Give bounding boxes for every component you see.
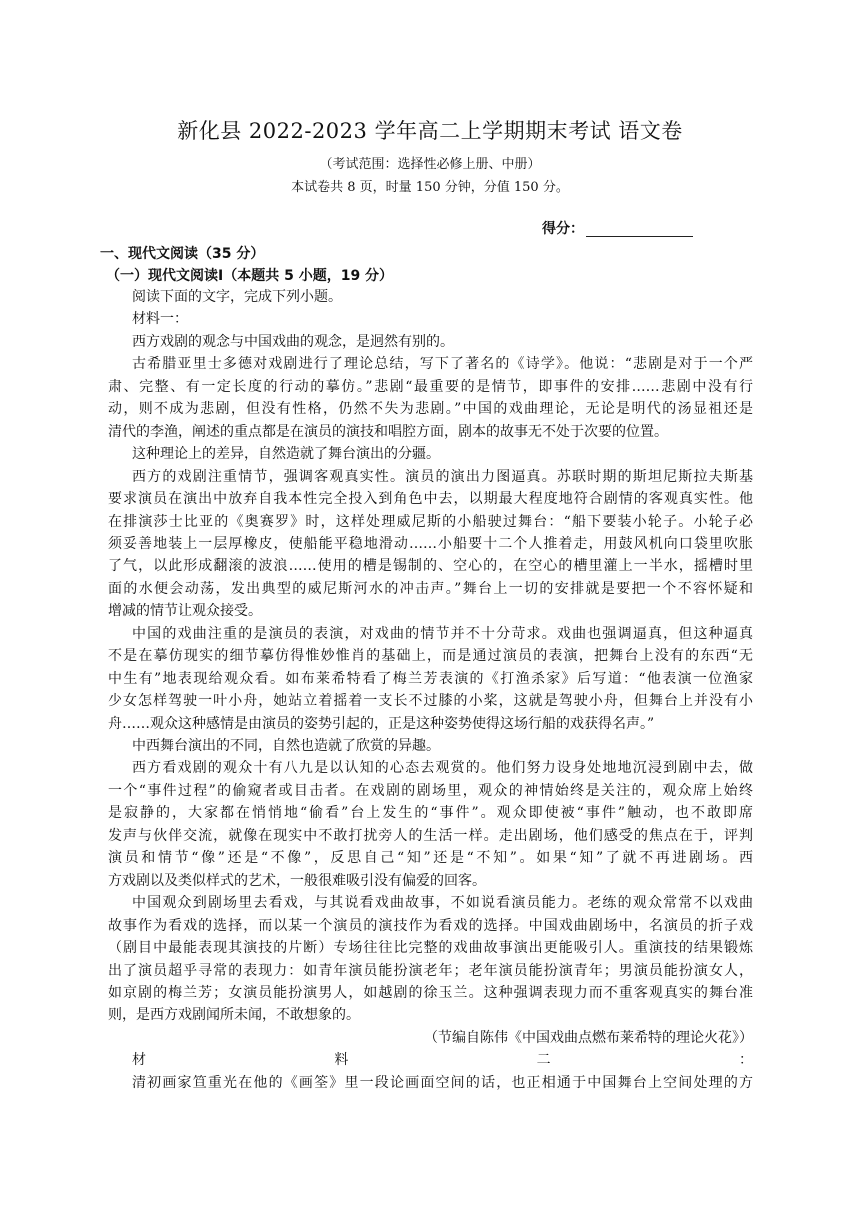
passage-line: 要求演员在演出中放弃自我本性完全投入到角色中去，以期最大程度地符合剧情的客观真实性。他 bbox=[108, 491, 753, 508]
passage-line: （剧目中最能表现其演技的片断）专场往往比完整的戏曲故事演出更能吸引人。重演技的结果锻炼 bbox=[108, 940, 753, 957]
passage-line: 方戏剧以及类似样式的艺术，一般很难吸引没有偏爱的回客。 bbox=[108, 872, 486, 889]
exam-info: 本试卷共 8 页，时量 150 分钟，分值 150 分。 bbox=[291, 180, 569, 195]
passage-line: 清代的李渔，阐述的重点都是在演员的演技和唱腔方面，剧本的故事无不处于次要的位置。 bbox=[108, 423, 668, 440]
passage-line: 在排演莎士比亚的《奥赛罗》时，这样处理威尼斯的小船驶过舞台：“船下要装小轮子。小轮子必 bbox=[108, 513, 753, 530]
passage-line: 肃、完整、有一定长度的行动的摹仿。”悲剧“最重要的是情节，即事件的安排……悲剧中没有行 bbox=[108, 378, 753, 395]
score-blank[interactable] bbox=[586, 236, 693, 237]
passage-line: 是寂静的，大家都在悄悄地“偷看”台上发生的“事件”。观众即使被“事件”触动，也不敢即席 bbox=[108, 805, 753, 822]
passage-line: 故事作为看戏的选择，而以某一个演员的演技作为看戏的选择。中国戏曲剧场中，名演员的折子戏 bbox=[108, 917, 753, 934]
passage-line: 一个“事件过程”的偷窥者或目击者。在戏剧的剧场里，观众的神情始终是关注的，观众席上始终 bbox=[108, 782, 753, 799]
passage-line: 如京剧的梅兰芳；女演员能扮演男人，如越剧的徐玉兰。这种强调表现力而不重客观真实的舞台准 bbox=[108, 984, 753, 1001]
passage-line: 不是在摹仿现实的细节摹仿得惟妙惟肖的基础上，而是通过演员的表演，把舞台上没有的东西“无 bbox=[108, 648, 753, 665]
passage-line: 则，是西方戏剧闻所未闻，不敢想象的。 bbox=[108, 1007, 360, 1024]
passage-line: 增减的情节让观众接受。 bbox=[108, 603, 262, 620]
passage-line: 西方看戏剧的观众十有八九是以认知的心态去观赏的。他们努力设身处地地沉浸到剧中去，做 bbox=[132, 760, 753, 777]
passage-line: 须妥善地装上一层厚橡皮，使船能平稳地滑动……小船要十二个人推着走，用鼓风机向口袋里吹胀 bbox=[108, 535, 753, 552]
exam-title: 新化县 2022-2023 学年高二上学期期末考试 语文卷 bbox=[177, 119, 683, 143]
passage-line: 中国观众到剧场里去看戏，与其说看戏曲故事，不如说看演员能力。老练的观众常常不以戏曲 bbox=[132, 895, 753, 912]
passage-line: （节编自陈伟《中国戏曲点燃布莱希特的理论火花》） bbox=[424, 1029, 753, 1046]
exam-scope: （考试范围：选择性必修上册、中册） bbox=[319, 157, 541, 172]
passage-line: 西方戏剧的观念与中国戏曲的观念，是迥然有别的。 bbox=[132, 333, 454, 350]
passage-line: 发声与伙伴交流，就像在现实中不敢打扰旁人的生活一样。走出剧场，他们感受的焦点在于，评判 bbox=[108, 827, 753, 844]
passage-line: 阅读下面的文字，完成下列小题。 bbox=[132, 289, 342, 305]
passage-line: 出了演员超乎寻常的表现力：如青年演员能扮演老年；老年演员能扮演青年；男演员能扮演女人， bbox=[108, 962, 753, 979]
passage-line: 演员和情节“像”还是“不像”，反思自己“知”还是“不知”。如果“知”了就不再进剧场。西 bbox=[108, 850, 753, 867]
passage-line: 面的水便会动荡，发出典型的威尼斯河水的冲击声。”舞台上一切的安排就是要把一个不容怀疑和 bbox=[108, 580, 753, 597]
passage-line: 清初画家笪重光在他的《画筌》里一段论画面空间的话，也正相通于中国舞台上空间处理的方 bbox=[132, 1074, 753, 1091]
section-heading: 一、现代文阅读（35 分） bbox=[100, 246, 265, 262]
score-label: 得分： bbox=[542, 221, 584, 237]
subsection-heading: （一）现代文阅读Ⅰ（本题共 5 小题，19 分） bbox=[106, 268, 394, 284]
passage-line: 材料一： bbox=[132, 311, 188, 328]
passage-line: 西方的戏剧注重情节，强调客观真实性。演员的演出力图逼真。苏联时期的斯坦尼斯拉夫斯基 bbox=[132, 468, 753, 485]
passage-line: 少女怎样驾驶一叶小舟，她站立着摇着一支长不过膝的小桨，这就是驾驶小舟，但舞台上并没有小 bbox=[108, 693, 753, 710]
passage-line: 这种理论上的差异，自然造就了舞台演出的分疆。 bbox=[132, 446, 440, 463]
passage-line: 了气，以此形成翻滚的波浪……使用的槽是锡制的、空心的，在空心的槽里灌上一半水，摇槽时里 bbox=[108, 558, 753, 575]
passage-line: 材料二： bbox=[132, 1052, 753, 1069]
passage-line: 舟……观众这种感情是由演员的姿势引起的，正是这种姿势使得这场行船的戏获得名声。” bbox=[108, 715, 655, 732]
passage-line: 古希腊亚里士多德对戏剧进行了理论总结，写下了著名的《诗学》。他说：“悲剧是对于一个严 bbox=[132, 356, 753, 373]
passage-line: 中西舞台演出的不同，自然也造就了欣赏的异趣。 bbox=[132, 738, 440, 754]
passage-line: 动，则不成为悲剧，但没有性格，仍然不失为悲剧。”中国的戏曲理论，无论是明代的汤显祖还是 bbox=[108, 401, 753, 418]
passage-line: 中生有”地表现给观众看。如布莱希特看了梅兰芳表演的《打渔杀家》后写道：“他表演一位渔家 bbox=[108, 670, 753, 687]
passage-line: 中国的戏曲注重的是演员的表演，对戏曲的情节并不十分苛求。戏曲也强调逼真，但这种逼真 bbox=[132, 625, 753, 642]
